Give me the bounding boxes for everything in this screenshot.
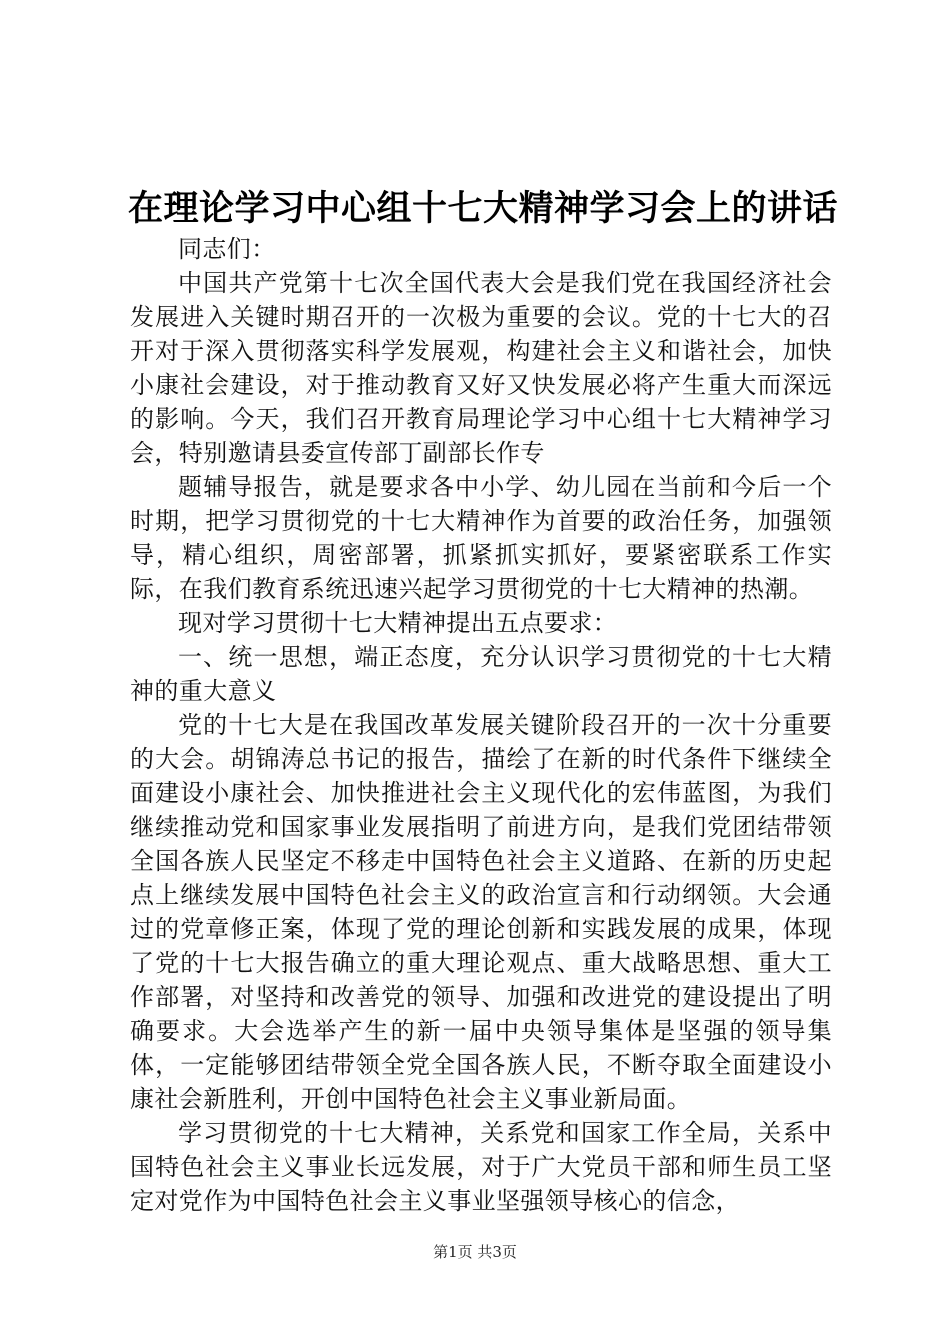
paragraph-congress-significance: 党的十七大是在我国改革发展关键阶段召开的一次十分重要的大会。胡锦涛总书记的报告，描绘了在新的时代条件下继续全面建设小康社会、加快推进社会主义现代化的宏伟蓝图，为我们继续推动党和国家事业发展指明了前进方向，是我们党团结带领全国各族人民坚定不移走中国特色社会主义道路、在新的历史起点上继续发展中国特色社会主义的政治宣言和行动纲领。大会通过的党章修正案，体现了党的理论创新和实践发展的成果，体现了党的十七大报告确立的重大理论观点、重大战略思想、重大工作部署，对坚持和改善党的领导、加强和改进党的建设提出了明确要求。大会选举产生的新一届中央领导集体是坚强的领导集体，一定能够团结带领全党全国各族人民，不断夺取全面建设小康社会新胜利，开创中国特色社会主义事业新局面。 (130, 711, 832, 1113)
page-footer: 第1页 共3页 (433, 1243, 517, 1261)
document-body (130, 232, 832, 1218)
paragraph-report: 题辅导报告，就是要求各中小学、幼儿园在当前和今后一个时期，把学习贯彻党的十七大精神作为首要的政治任务，加强领导，精心组织，周密部署，抓紧抓实抓好，要紧密联系工作实际，在我们教育系统迅速兴起学习贯彻党的十七大精神的热潮。 (130, 473, 832, 603)
paragraph-intro: 中国共产党第十七次全国代表大会是我们党在我国经济社会发展进入关键时期召开的一次极为重要的会议。党的十七大的召开对于深入贯彻落实科学发展观，构建社会主义和谐社会，加快小康社会建设，对于推动教育又好又快发展必将产生重大而深远的影响。今天，我们召开教育局理论学习中心组十七大精神学习会，特别邀请县委宣传部丁副部长作专 (130, 269, 832, 467)
section-heading-1: 一、统一思想，端正态度，充分认识学习贯彻党的十七大精神的重大意义 (130, 643, 832, 705)
salutation: 同志们： (178, 235, 276, 263)
paragraph-study-importance: 学习贯彻党的十七大精神，关系党和国家工作全局，关系中国特色社会主义事业长远发展，对于广大党员干部和师生员工坚定对党作为中国特色社会主义事业坚强领导核心的信念， (130, 1119, 832, 1215)
document-title: 在理论学习中心组十七大精神学习会上的讲话 (128, 188, 839, 229)
paragraph-requirements-lead: 现对学习贯彻十七大精神提出五点要求： (178, 609, 618, 637)
